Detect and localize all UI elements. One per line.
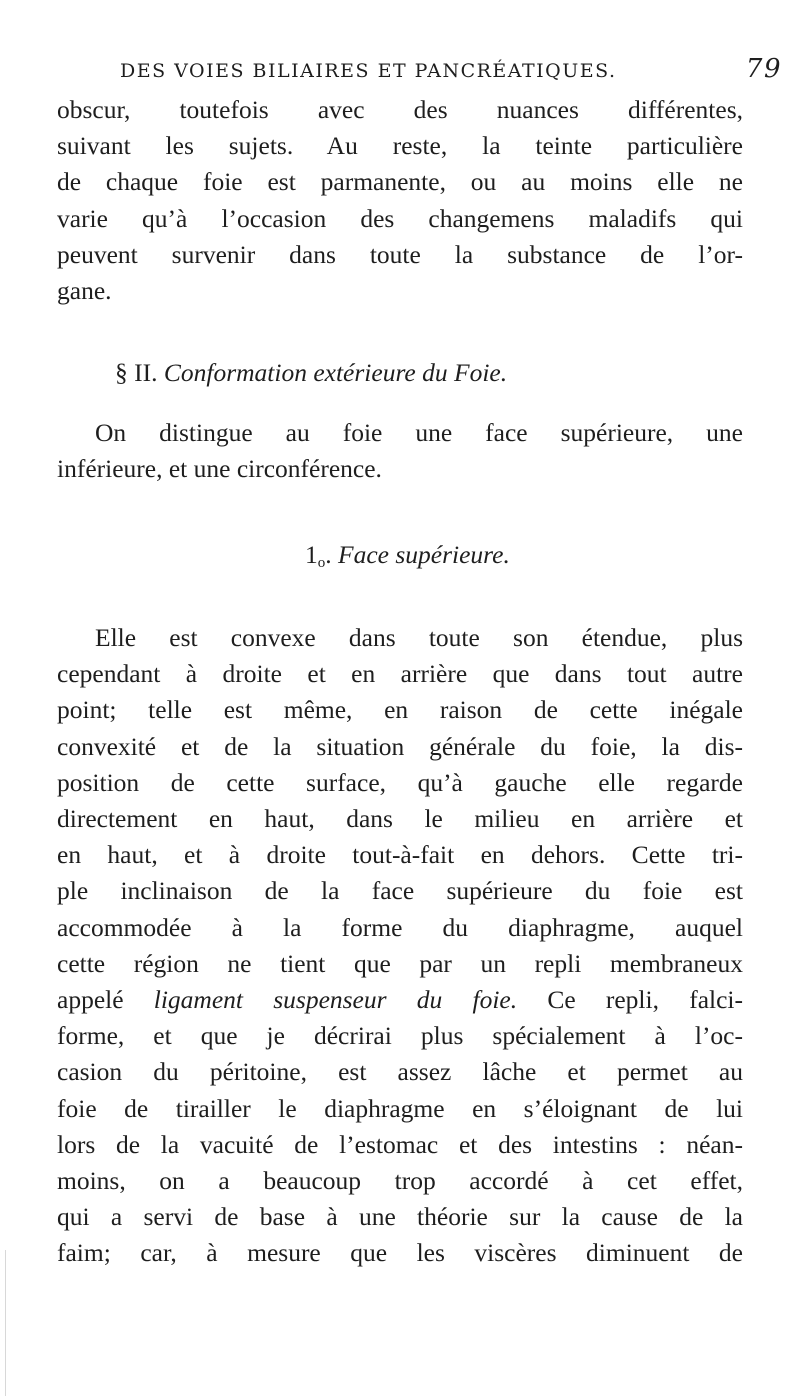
paragraph-1 bbox=[57, 92, 743, 309]
text-line: foie de tirailler le diaphragme en s’éloignant de lui bbox=[57, 1093, 743, 1123]
section-heading bbox=[115, 358, 507, 388]
text-fragment: appelé bbox=[57, 985, 154, 1015]
text-line: directement en haut, dans le milieu en arrière et bbox=[57, 804, 743, 834]
page-edge-line bbox=[5, 1250, 6, 1396]
text-line: gane. bbox=[57, 276, 112, 306]
subsection-ordinal: o bbox=[317, 555, 326, 571]
text-line: varie qu’à l’occasion des changemens maladifs qui bbox=[57, 203, 743, 233]
text-line: qui a servi de base à une théorie sur la cause de la bbox=[57, 1202, 743, 1232]
text-line: position de cette surface, qu’à gauche elle regarde bbox=[57, 767, 743, 797]
text-line: cependant à droite et en arrière que dans tout autre bbox=[57, 659, 743, 689]
subsection-heading bbox=[305, 540, 510, 572]
text-line-with-italic bbox=[57, 982, 743, 1018]
text-line: en haut, et à droite tout-à-fait en dehors. Cette tri- bbox=[57, 840, 743, 870]
paragraph-3 bbox=[57, 620, 743, 1272]
italic-term: ligament suspenseur du foie. bbox=[153, 985, 518, 1015]
text-line: obscur, toutefois avec des nuances différentes, bbox=[57, 95, 743, 124]
text-line: forme, et que je décrirai plus spécialement à l’oc- bbox=[57, 1021, 743, 1051]
text-line: Elle est convexe dans toute son étendue, plus bbox=[95, 623, 743, 652]
text-line: accommodée à la forme du diaphragme, auquel bbox=[57, 912, 743, 942]
section-title: Conformation extérieure du Foie. bbox=[163, 358, 508, 387]
text-line: cette région ne tient que par un repli membraneux bbox=[57, 948, 743, 978]
text-line: casion du péritoine, est assez lâche et permet au bbox=[57, 1057, 743, 1087]
text-line: suivant les sujets. Au reste, la teinte particulière bbox=[57, 131, 743, 161]
text-line: de chaque foie est parmanente, ou au moins elle ne bbox=[57, 167, 743, 197]
subsection-number: 1 bbox=[305, 540, 318, 569]
text-line: faim; car, à mesure que les viscères diminuent de bbox=[57, 1238, 743, 1268]
text-line: peuvent survenir dans toute la substance de l’or- bbox=[57, 239, 743, 269]
text-line: moins, on a beaucoup trop accordé à cet effet, bbox=[57, 1166, 743, 1196]
text-line: point; telle est même, en raison de cette inégale bbox=[57, 695, 743, 725]
subsection-dot: . bbox=[325, 540, 332, 569]
text-line: lors de la vacuité de l’estomac et des intestins : néan- bbox=[57, 1129, 743, 1159]
text-line: ple inclinaison de la face supérieure du foie est bbox=[57, 876, 743, 906]
section-prefix: § II. bbox=[115, 358, 158, 387]
paragraph-2 bbox=[57, 415, 743, 487]
text-line: inférieure, et une circonférence. bbox=[57, 454, 382, 484]
page-number: 79 bbox=[745, 54, 782, 84]
text-line: On distingue au foie une face supérieure, une bbox=[95, 418, 743, 447]
subsection-title: Face supérieure. bbox=[338, 540, 510, 569]
running-title: DES VOIES BILIAIRES ET PANCRÉATIQUES. bbox=[120, 60, 617, 82]
running-head bbox=[120, 54, 782, 84]
text-line: convexité et de la situation générale du foie, la dis- bbox=[57, 731, 743, 761]
text-fragment: Ce repli, falci- bbox=[517, 985, 743, 1015]
